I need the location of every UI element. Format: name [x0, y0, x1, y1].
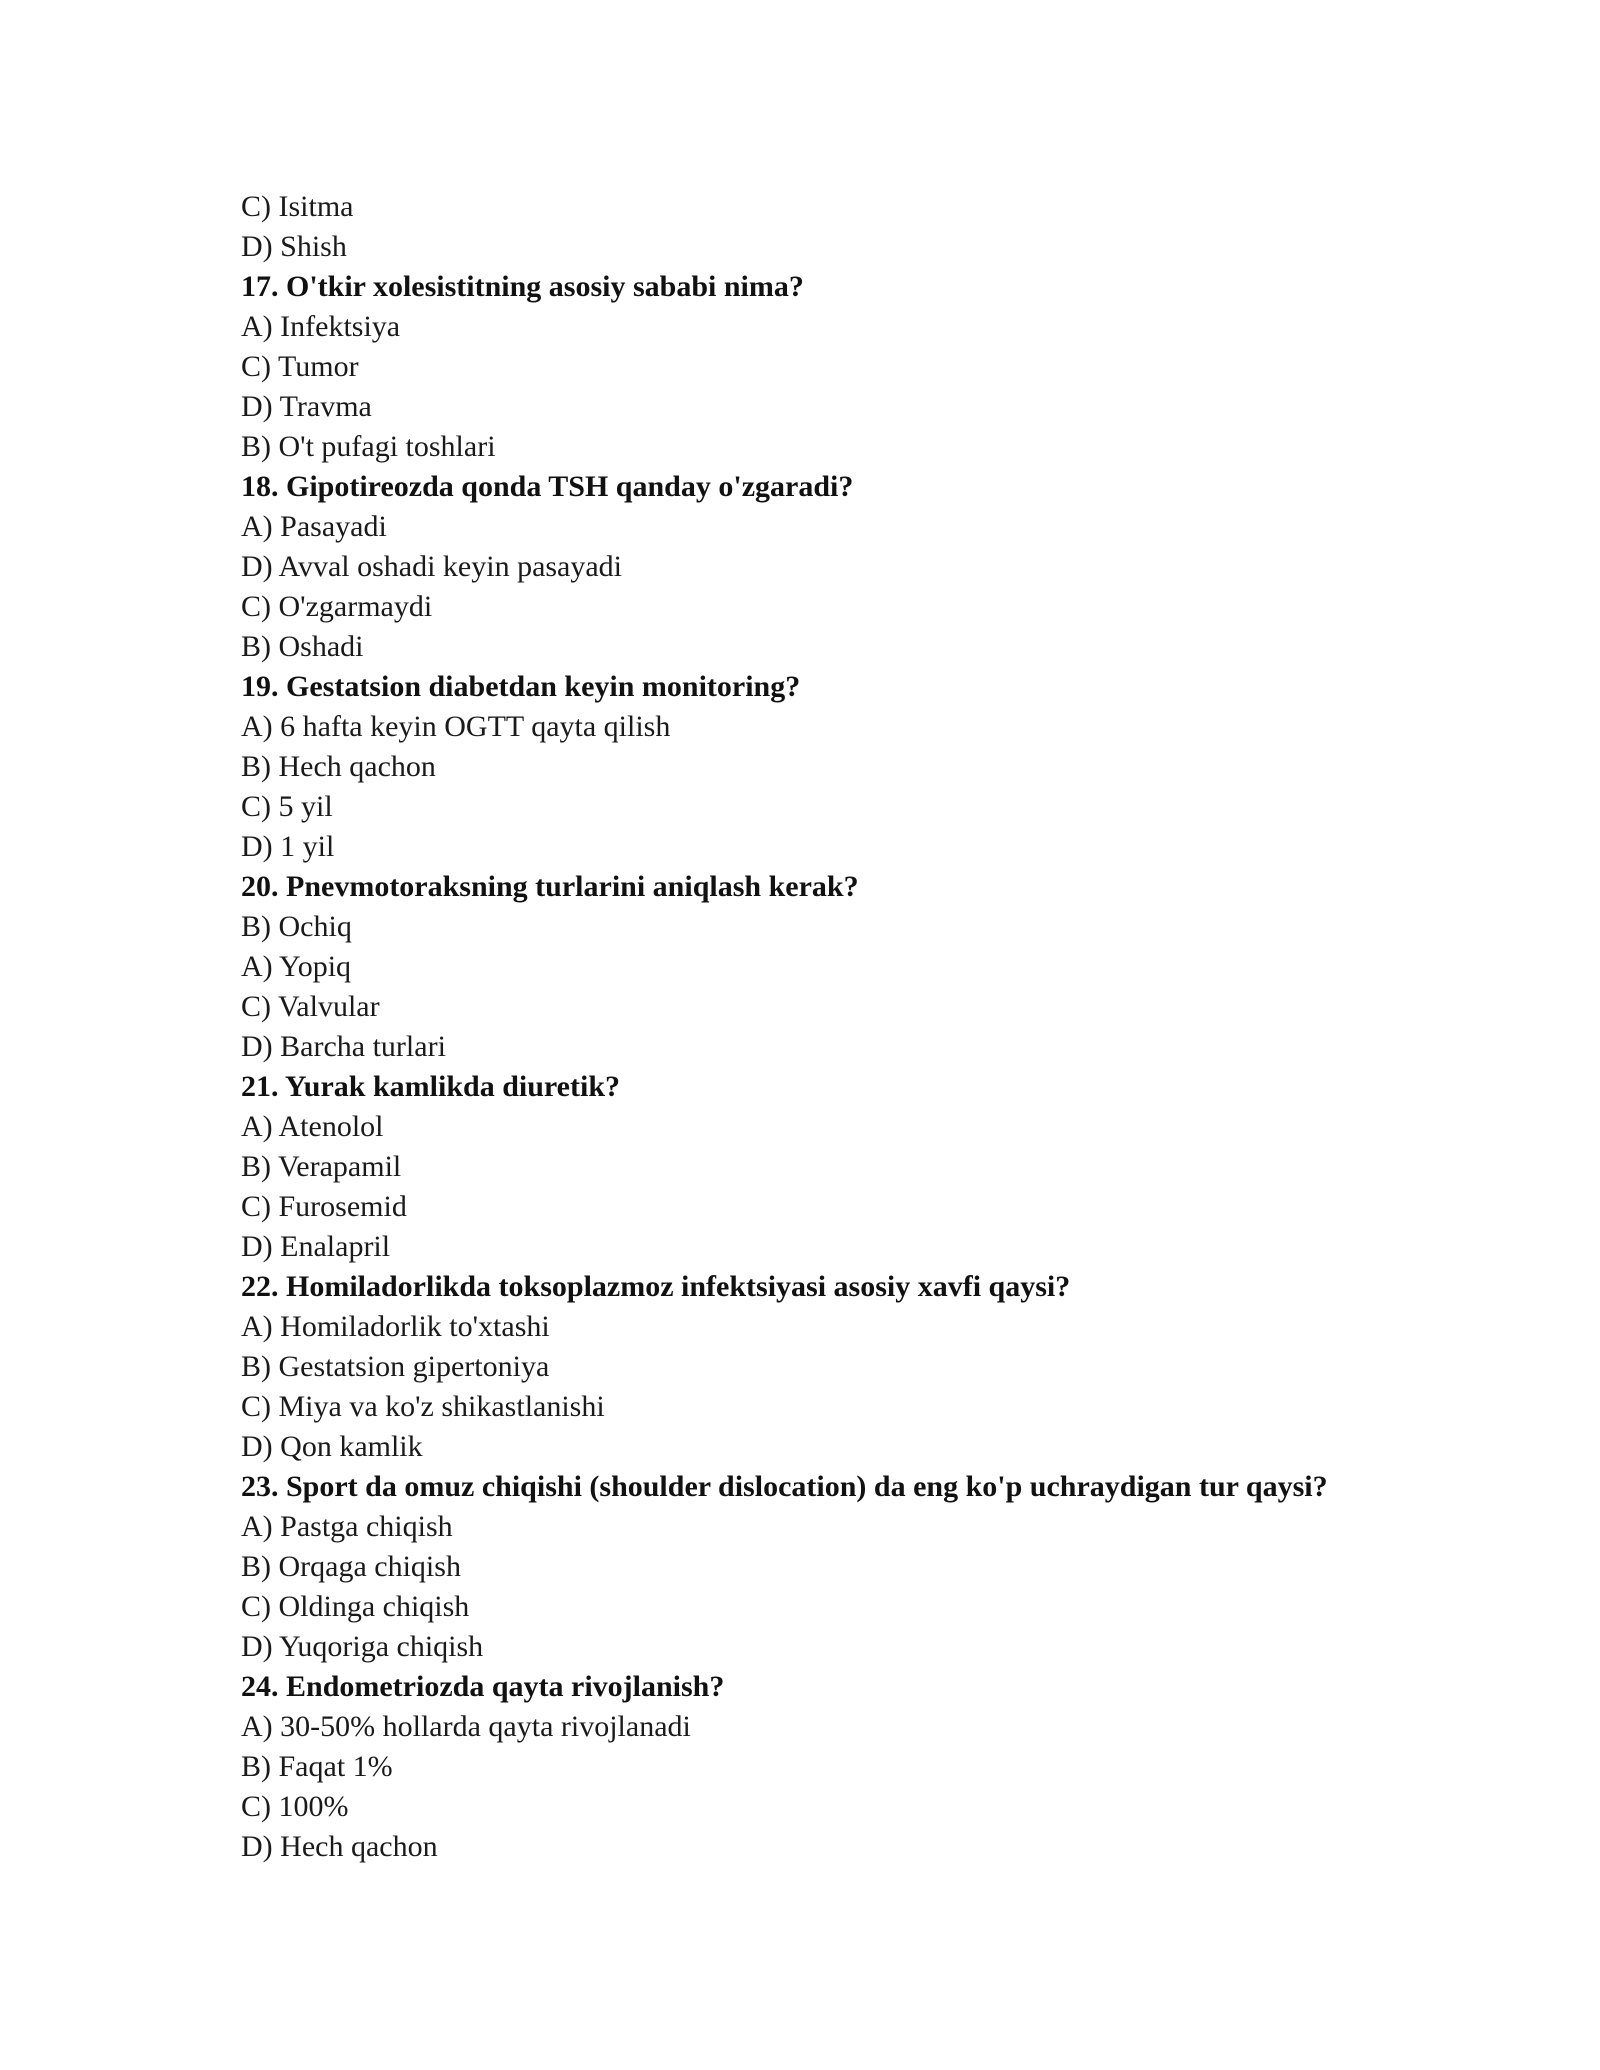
option-line: C) Oldinga chiqish [241, 1590, 470, 1623]
option-line: D) Avval oshadi keyin pasayadi [241, 550, 623, 583]
option-line: B) Oshadi [241, 630, 364, 663]
option-line: B) Faqat 1% [241, 1750, 393, 1783]
option-line: B) Ochiq [241, 910, 352, 943]
option-line: D) Hech qachon [241, 1830, 438, 1863]
option-line: A) Yopiq [241, 950, 352, 983]
option-line: A) Pastga chiqish [241, 1510, 453, 1543]
option-line: C) O'zgarmaydi [241, 590, 433, 623]
option-line: A) Atenolol [241, 1110, 384, 1143]
option-line: B) Gestatsion gipertoniya [241, 1350, 550, 1383]
question-heading: 18. Gipotireozda qonda TSH qanday o'zgaradi? [241, 470, 854, 503]
option-line: A) 6 hafta keyin OGTT qayta qilish [241, 710, 671, 743]
question-heading: 22. Homiladorlikda toksoplazmoz infektsiyasi asosiy xavfi qaysi? [241, 1270, 1071, 1303]
question-heading: 19. Gestatsion diabetdan keyin monitoring? [241, 670, 801, 703]
question-heading: 21. Yurak kamlikda diuretik? [241, 1070, 620, 1103]
option-line: D) Shish [241, 230, 347, 263]
option-line: D) 1 yil [241, 830, 335, 863]
option-line: A) Pasayadi [241, 510, 387, 543]
option-line: D) Travma [241, 390, 372, 423]
option-line: A) Infektsiya [241, 310, 401, 343]
option-line: B) O't pufagi toshlari [241, 430, 496, 463]
option-line: C) 100% [241, 1790, 349, 1823]
option-line: A) Homiladorlik to'xtashi [241, 1310, 550, 1343]
option-line: C) Valvular [241, 990, 380, 1023]
option-line: C) Miya va ko'z shikastlanishi [241, 1390, 605, 1423]
question-heading: 24. Endometriozda qayta rivojlanish? [241, 1670, 725, 1703]
option-line: B) Orqaga chiqish [241, 1550, 461, 1583]
question-heading: 23. Sport da omuz chiqishi (shoulder dislocation) da eng ko'p uchraydigan tur qaysi? [241, 1470, 1328, 1503]
option-line: A) 30-50% hollarda qayta rivojlanadi [241, 1710, 691, 1743]
option-line: B) Verapamil [241, 1150, 402, 1183]
option-line: C) Isitma [241, 190, 354, 223]
option-line: D) Enalapril [241, 1230, 391, 1263]
question-heading: 17. O'tkir xolesistitning asosiy sababi nima? [241, 270, 804, 303]
option-line: C) Tumor [241, 350, 359, 383]
quiz-content [241, 187, 1421, 1867]
question-heading: 20. Pnevmotoraksning turlarini aniqlash kerak? [241, 870, 859, 903]
option-line: D) Yuqoriga chiqish [241, 1630, 484, 1663]
option-line: D) Barcha turlari [241, 1030, 446, 1063]
option-line: D) Qon kamlik [241, 1430, 423, 1463]
option-line: B) Hech qachon [241, 750, 436, 783]
option-line: C) 5 yil [241, 790, 333, 823]
option-line: C) Furosemid [241, 1190, 407, 1223]
